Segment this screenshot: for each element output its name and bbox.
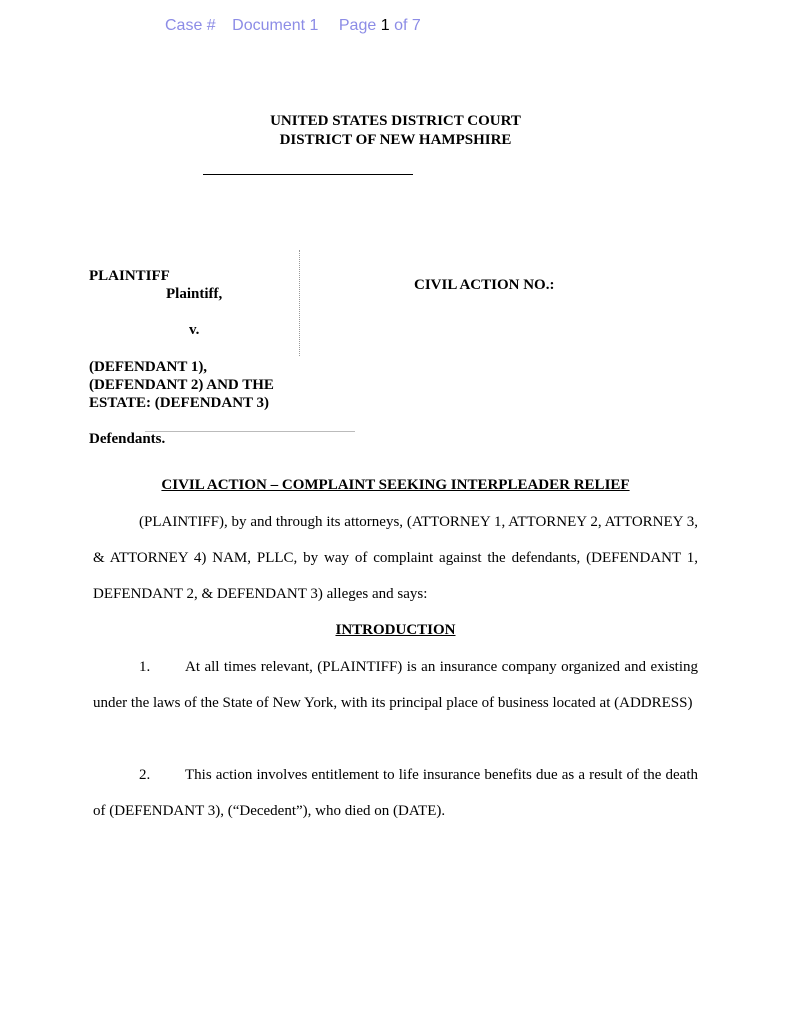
paragraph-number: 2. bbox=[139, 767, 151, 783]
paragraph-text: This action involves entitlement to life insurance benefits due as a result of the death of (DEFENDANT 3), (“Decedent”), who died on (DATE). bbox=[93, 767, 698, 819]
defendant-line: ESTATE: (DEFENDANT 3) bbox=[89, 395, 270, 411]
paragraph-number: 1. bbox=[139, 659, 151, 675]
plaintiff-role: Plaintiff, bbox=[166, 286, 223, 302]
section-heading: INTRODUCTION bbox=[335, 622, 456, 638]
document-title: CIVIL ACTION – COMPLAINT SEEKING INTERPLEADER RELIEF bbox=[161, 477, 630, 493]
plaintiff-name: PLAINTIFF bbox=[89, 268, 170, 284]
title-rule bbox=[203, 174, 413, 175]
court-title bbox=[0, 112, 791, 150]
court-name: UNITED STATES DISTRICT COURT bbox=[270, 113, 521, 129]
case-number-label: Case # bbox=[165, 17, 216, 34]
page-number: 1 bbox=[380, 17, 390, 34]
intro-paragraph: (PLAINTIFF), by and through its attorneys, (ATTORNEY 1, ATTORNEY 2, ATTORNEY 3, & ATTORNEY 4) NAM, PLLC, by way of complaint against the defendants, (DEFENDANT 1, DEFENDANT 2, & DEFENDANT 3) alleges and says: bbox=[93, 514, 698, 602]
defendant-line: (DEFENDANT 1), bbox=[89, 359, 208, 375]
page-prefix: Page bbox=[338, 17, 377, 34]
caption-divider bbox=[299, 250, 300, 356]
caption-rule bbox=[145, 431, 355, 432]
page-total: of 7 bbox=[394, 17, 421, 34]
civil-action-number: CIVIL ACTION NO.: bbox=[414, 277, 555, 293]
paragraph-text: At all times relevant, (PLAINTIFF) is an insurance company organized and existing under the laws of the State of New York, with its principal place of business located at (ADDRESS) bbox=[93, 659, 698, 711]
page-header bbox=[165, 17, 421, 35]
numbered-paragraph bbox=[93, 757, 698, 829]
defendant-names bbox=[89, 358, 274, 412]
versus-label: v. bbox=[189, 322, 200, 338]
defendants-role: Defendants. bbox=[89, 431, 166, 447]
document-label: Document 1 bbox=[232, 17, 319, 34]
defendant-line: (DEFENDANT 2) AND THE bbox=[89, 377, 274, 393]
numbered-paragraph bbox=[93, 649, 698, 721]
court-district: DISTRICT OF NEW HAMPSHIRE bbox=[279, 132, 512, 148]
